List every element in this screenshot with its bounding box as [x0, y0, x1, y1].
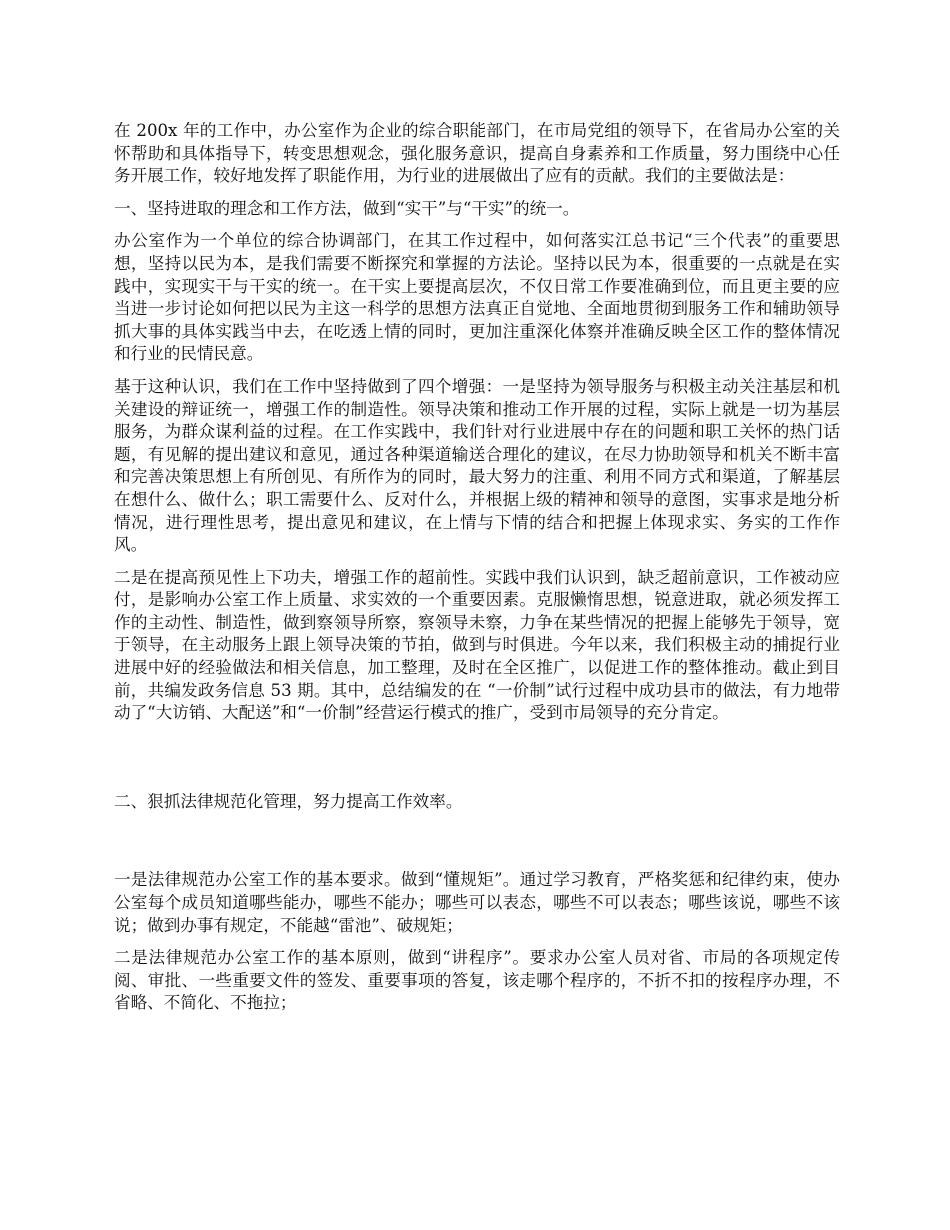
body-paragraph: 办公室作为一个单位的综合协调部门，在其工作过程中，如何落实江总书记“三个代表”的重要思想，坚持以民为本，是我们需要不断探究和掌握的方法论。坚持以民为本，很重要的一点就是在实践中，实现实干与干实的统一。在干实上要提高层次，不仅日常工作要准确到位，而且更主要的应当进一步讨论如何把以民为主这一科学的思想方法真正自觉地、全面地贯彻到服务工作和辅助领导抓大事的具体实践当中去，在吃透上情的同时，更加注重深化体察并准确反映全区工作的整体情况和行业的民情民意。	[114, 231, 840, 364]
body-paragraph: 二是在提高预见性上下功夫，增强工作的超前性。实践中我们认识到，缺乏超前意识，工作被动应付，是影响办公室工作上质量、求实效的一个重要因素。克服懒惰思想，锐意进取，就必须发挥工作的主动性、制造性，做到察领导所察，察领导未察，力争在某些情况的把握上能够先于领导，宽于领导，在主动服务上跟上领导决策的节拍，做到与时俱进。今年以来，我们积极主动的捕捉行业进展中好的经验做法和相关信息，加工整理，及时在全区推广，以促进工作的整体推动。截止到目前，共编发政务信息 53 期。其中，总结编发的在 “一价制”试行过程中成功县市的做法，有力地带动了“大访销、大配送”和“一价制”经营运行模式的推广，受到市局领导的充分肯定。	[114, 567, 840, 723]
body-paragraph: 一是法律规范办公室工作的基本要求。做到“懂规矩”。通过学习教育，严格奖惩和纪律约束，使办公室每个成员知道哪些能办，哪些不能办；哪些可以表态，哪些不可以表态；哪些该说，哪些不该说；做到办事有规定，不能越“雷池”、破规矩；	[114, 870, 840, 935]
intro-paragraph: 在 200x 年的工作中，办公室作为企业的综合职能部门，在市局党组的领导下，在省局办公室的关怀帮助和具体指导下，转变思想观念，强化服务意识，提高自身素养和工作质量，努力围绕中心任务开展工作，较好地发挥了职能作用，为行业的进展做出了应有的贡献。我们的主要做法是：	[114, 121, 840, 186]
section-heading-2: 二、狠抓法律规范化管理，努力提高工作效率。	[114, 791, 463, 811]
document-body	[114, 120, 840, 1025]
section-heading-1: 一、坚持进取的理念和工作方法，做到“实干”与“干实”的统一。	[114, 198, 580, 218]
body-paragraph: 二是法律规范办公室工作的基本原则，做到“讲程序”。要求办公室人员对省、市局的各项规定传阅、审批、一些重要文件的签发、重要事项的答复，该走哪个程序的，不折不扣的按程序办理，不省略、不简化、不拖拉；	[114, 948, 840, 1013]
body-paragraph: 基于这种认识，我们在工作中坚持做到了四个增强：一是坚持为领导服务与积极主动关注基层和机关建设的辩证统一，增强工作的制造性。领导决策和推动工作开展的过程，实际上就是一切为基层服务，为群众谋利益的过程。在工作实践中，我们针对行业进展中存在的问题和职工关怀的热门话题，有见解的提出建议和意见，通过各种渠道输送合理化的建议，在尽力协助领导和机关不断丰富和完善决策思想上有所创见、有所作为的同时，最大努力的注重、利用不同方式和渠道，了解基层在想什么、做什么；职工需要什么、反对什么，并根据上级的精神和领导的意图，实事求是地分析情况，进行理性思考，提出意见和建议，在上情与下情的结合和把握上体现求实、务实的工作作风。	[114, 376, 840, 555]
spacer	[114, 823, 840, 869]
spacer	[114, 735, 840, 791]
